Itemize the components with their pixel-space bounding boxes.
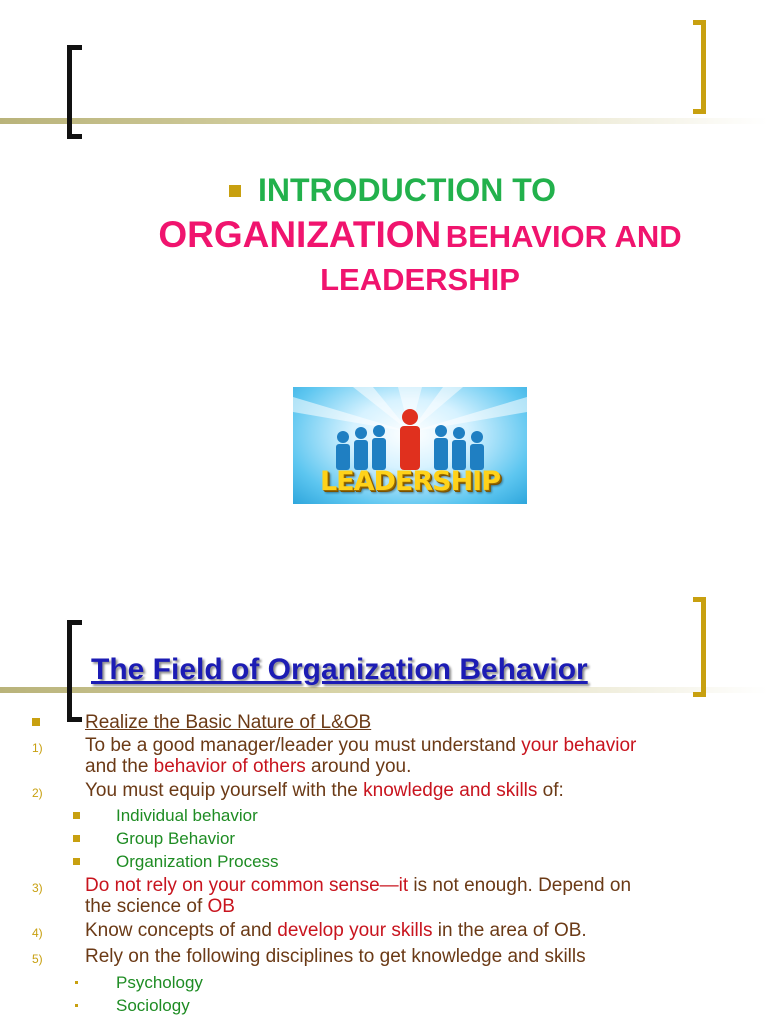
sub-item-text: Individual behavior bbox=[116, 806, 258, 825]
decorative-rule bbox=[0, 687, 768, 693]
slide-title: The Field of Organization Behavior bbox=[91, 653, 588, 686]
left-bracket-icon bbox=[67, 45, 82, 139]
sub-item-text: Sociology bbox=[116, 996, 190, 1015]
sub-list-item bbox=[0, 827, 768, 850]
item-text: Know concepts of and bbox=[85, 920, 278, 941]
sub-list-item bbox=[0, 994, 768, 1017]
slide-body bbox=[0, 712, 768, 1017]
slide-2 bbox=[0, 560, 768, 1024]
item-text: of: bbox=[537, 780, 564, 801]
item-number: 2) bbox=[32, 786, 43, 800]
title-line-3: LEADERSHIP bbox=[320, 262, 520, 297]
square-bullet-icon bbox=[73, 835, 80, 842]
item-number: 4) bbox=[32, 926, 43, 940]
left-bracket-icon bbox=[67, 620, 82, 722]
list-item bbox=[0, 735, 768, 780]
right-bracket-icon bbox=[693, 20, 706, 114]
leadership-word: LEADERSHIP bbox=[319, 466, 501, 497]
sub-item-text: Psychology bbox=[116, 973, 203, 992]
sub-list-item bbox=[0, 971, 768, 994]
dot-bullet-icon bbox=[75, 1004, 78, 1007]
highlight-text: Do not rely on your common sense—it bbox=[85, 875, 409, 896]
item-number: 3) bbox=[32, 881, 43, 895]
highlight-text: behavior of others bbox=[153, 756, 306, 777]
list-item bbox=[0, 780, 768, 804]
sub-item-text: Group Behavior bbox=[116, 829, 236, 848]
highlight-text: OB bbox=[207, 896, 235, 917]
item-text: and the bbox=[85, 756, 154, 777]
item-number: 1) bbox=[32, 741, 43, 755]
decorative-rule bbox=[0, 118, 768, 124]
highlight-text: develop your skills bbox=[277, 920, 433, 941]
square-bullet-icon bbox=[229, 185, 241, 197]
sub-list-item bbox=[0, 850, 768, 875]
item-text: is not enough. Depend on bbox=[408, 875, 632, 896]
intro-text: Realize the Basic Nature of L&OB bbox=[85, 712, 372, 733]
list-item bbox=[0, 920, 768, 946]
list-item bbox=[0, 946, 768, 971]
dot-bullet-icon bbox=[75, 981, 78, 984]
list-item bbox=[0, 712, 768, 735]
item-text: Rely on the following disciplines to get knowledge and skills bbox=[85, 946, 586, 967]
square-bullet-icon bbox=[32, 718, 40, 726]
list-item bbox=[0, 875, 768, 920]
title-line-1: INTRODUCTION TO bbox=[258, 172, 557, 208]
title-organization: ORGANIZATION bbox=[158, 214, 442, 255]
item-text: in the area of OB. bbox=[432, 920, 587, 941]
highlight-text: your behavior bbox=[521, 735, 637, 756]
item-text: You must equip yourself with the bbox=[85, 780, 364, 801]
item-text: To be a good manager/leader you must understand bbox=[85, 735, 522, 756]
square-bullet-icon bbox=[73, 812, 80, 819]
item-text: the science of bbox=[85, 896, 208, 917]
title-behavior-and: BEHAVIOR AND bbox=[445, 219, 682, 254]
sub-list-item bbox=[0, 804, 768, 827]
leadership-image bbox=[293, 387, 527, 504]
highlight-text: knowledge and skills bbox=[363, 780, 538, 801]
title-line-2 bbox=[0, 214, 768, 256]
square-bullet-icon bbox=[73, 858, 80, 865]
sub-item-text: Organization Process bbox=[116, 852, 279, 871]
right-bracket-icon bbox=[693, 597, 706, 697]
item-text: around you. bbox=[305, 756, 412, 777]
item-number: 5) bbox=[32, 952, 43, 966]
